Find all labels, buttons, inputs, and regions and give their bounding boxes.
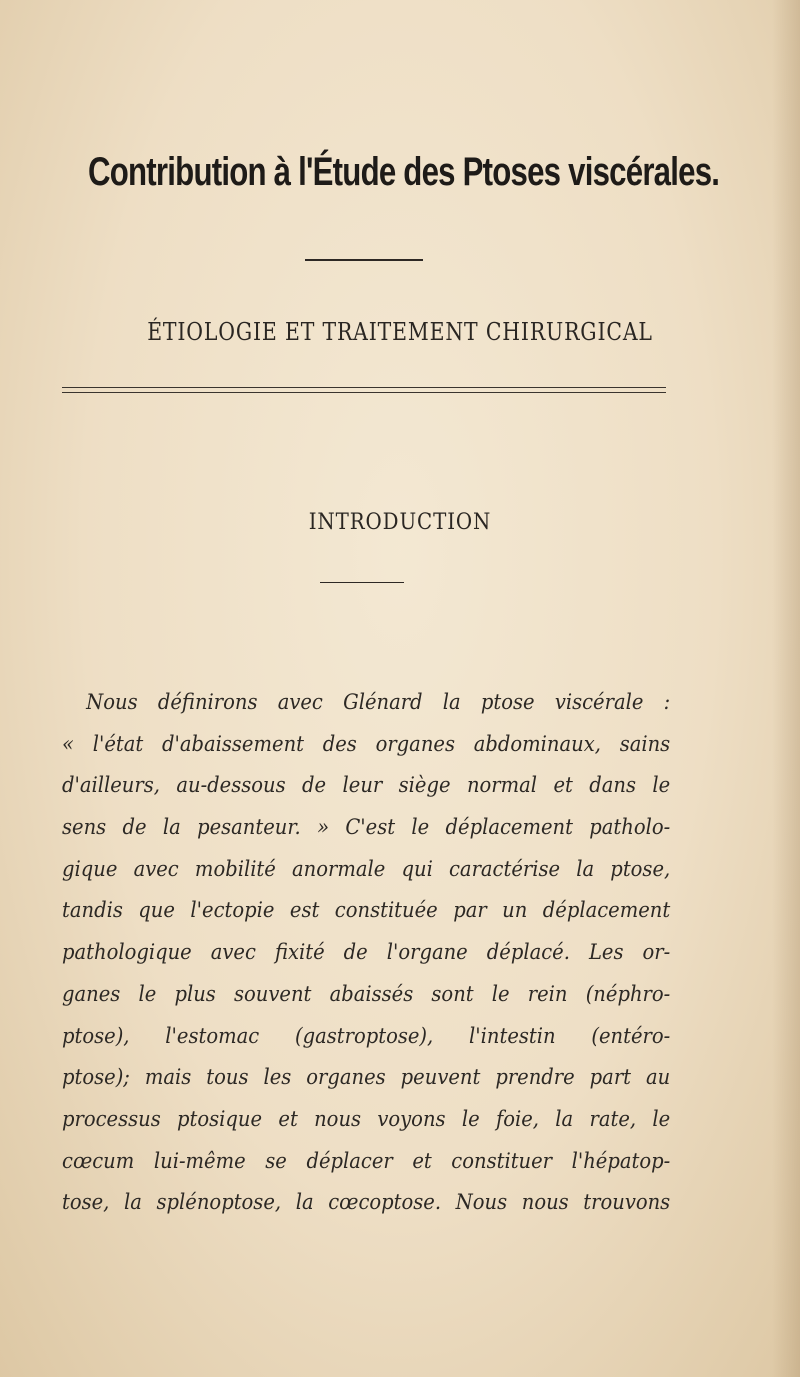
body-line: d'ailleurs, au-dessous de leur siège normal et dans le [62,773,671,798]
page-title: Contribution à l'Étude des Ptoses viscérales. [88,150,720,194]
body-line: « l'état d'abaissement des organes abdominaux, sains [62,731,671,756]
section-divider [320,582,404,583]
body-line: gique avec mobilité anormale qui caractérise la ptose, [62,856,671,881]
body-line: cœcum lui-même se déplacer et constituer l'hépatop- [62,1148,671,1173]
body-line: Nous définirons avec Glénard la ptose viscérale : [86,690,671,714]
body-line: pathologique avec fixité de l'organe déplacé. Les or- [62,940,671,965]
page-edge-shadow [772,0,800,1377]
page-subtitle: ÉTIOLOGIE ET TRAITEMENT CHIRURGICAL [147,318,653,346]
body-line: tose, la splénoptose, la cœcoptose. Nous nous trouvons [62,1190,671,1215]
double-divider [62,387,666,393]
body-line: sens de la pesanteur. » C'est le déplacement patholo- [62,815,671,840]
body-paragraph [62,682,670,1224]
body-line: processus ptosique et nous voyons le foie, la rate, le [62,1106,671,1131]
body-line: ganes le plus souvent abaissés sont le rein (néphro- [62,981,671,1006]
body-line: ptose), l'estomac (gastroptose), l'intestin (entéro- [62,1023,671,1048]
body-line: tandis que l'ectopie est constituée par un déplacement [62,898,671,923]
title-divider [305,259,423,261]
body-line: ptose); mais tous les organes peuvent prendre part au [62,1065,671,1090]
section-heading: INTRODUCTION [308,510,492,535]
